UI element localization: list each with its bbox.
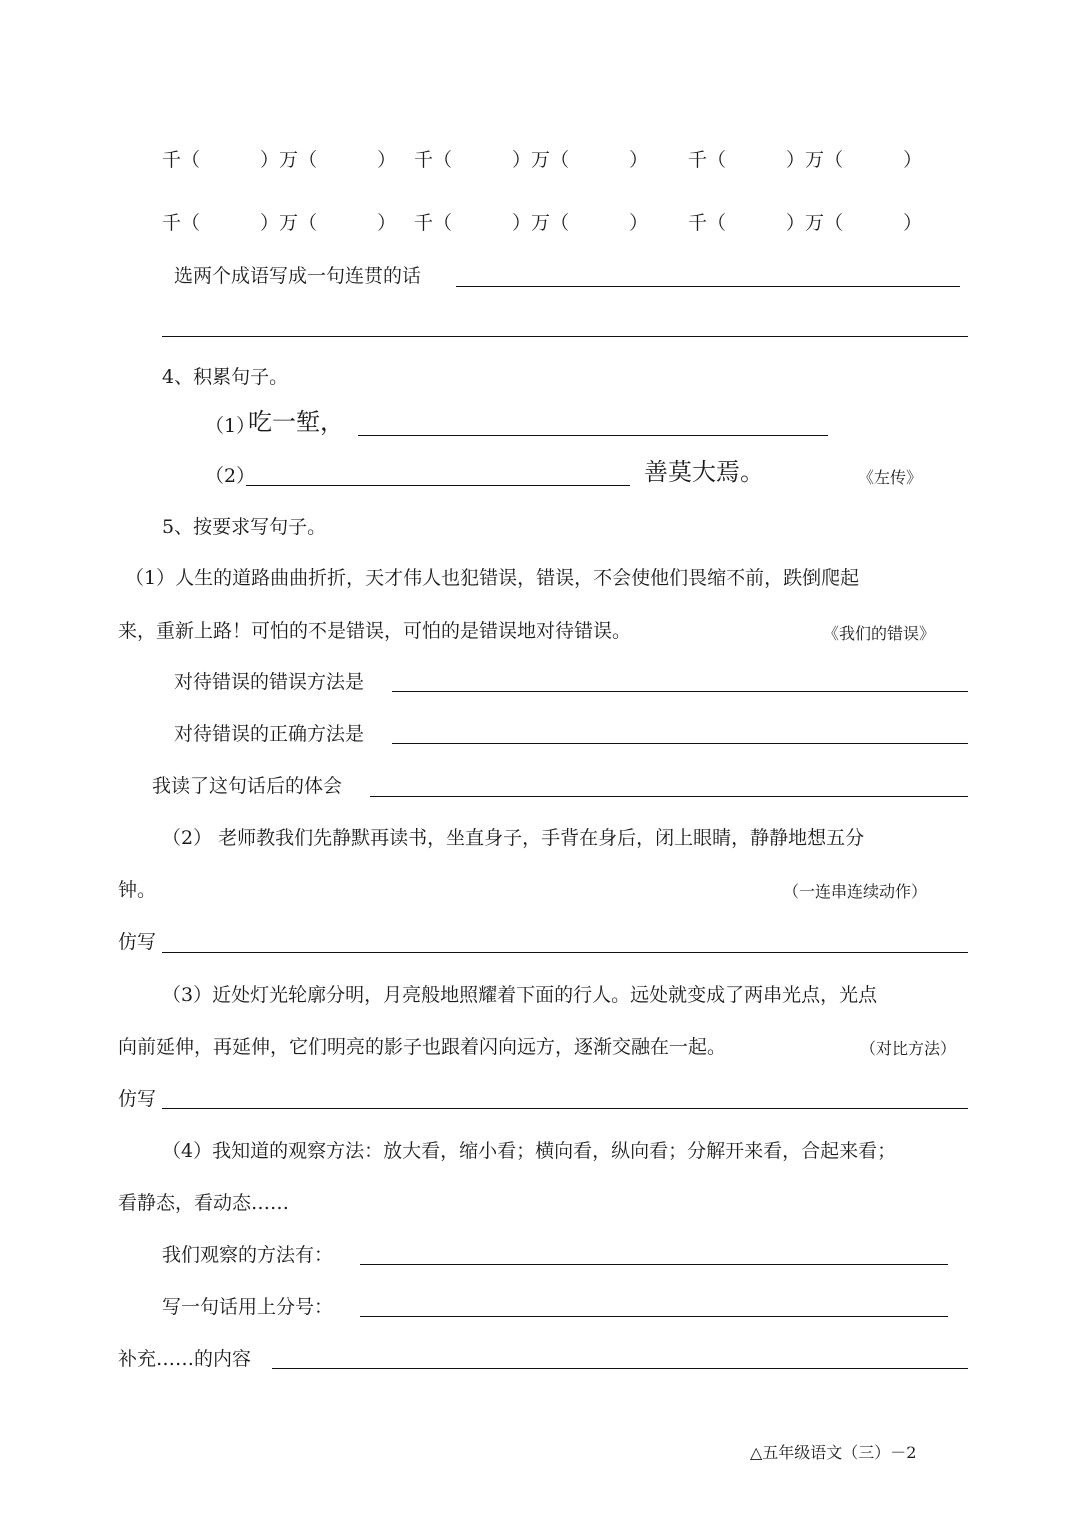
- idiom-sentence-line-2[interactable]: [162, 336, 968, 337]
- q5-s1-prompt-feeling: 我读了这句话后的体会: [152, 775, 343, 797]
- q5-s3-prompt: 仿写: [118, 1088, 157, 1110]
- q5-s4-blank-methods[interactable]: [360, 1264, 948, 1265]
- q5-title: 5、按要求写句子。: [162, 516, 327, 538]
- idiom-row-2: [162, 211, 396, 235]
- q5-s2-prompt: 仿写: [118, 931, 157, 953]
- q5-s2-blank[interactable]: [162, 952, 968, 953]
- q5-s3-line1: （3）近处灯光轮廓分明，月亮般地照耀着下面的行人。远处就变成了两串光点，光点: [162, 984, 878, 1006]
- q4-item2-blank[interactable]: [246, 485, 630, 486]
- idiom-blank-2-1[interactable]: 千（ ）万（ ）: [162, 212, 397, 234]
- idiom-sentence-prompt: 选两个成语写成一句连贯的话: [174, 265, 422, 287]
- q5-s4-line1: （4）我知道的观察方法：放大看，缩小看；横向看，纵向看；分解开来看，合起来看；: [162, 1140, 897, 1162]
- q5-s1-prompt-wrong: 对待错误的错误方法是: [174, 671, 365, 693]
- q5-s1-prompt-right: 对待错误的正确方法是: [174, 723, 365, 745]
- q5-s1-source: 《我们的错误》: [823, 624, 936, 643]
- q5-s2-line2: 钟。: [118, 879, 157, 901]
- q5-s1-line1: （1）人生的道路曲曲折折，天才伟人也犯错误，错误，不会使他们畏缩不前，跌倒爬起: [125, 567, 860, 589]
- q4-item2-num: （2）: [205, 465, 256, 487]
- idiom-row-1c: [688, 148, 922, 172]
- q5-s4-prompt-methods: 我们观察的方法有：: [162, 1244, 334, 1266]
- q4-item1-text: 吃一堑，: [248, 408, 344, 436]
- q5-s2-line1: （2） 老师教我们先静默再读书，坐直身子，手背在身后，闭上眼睛，静静地想五分: [162, 827, 865, 849]
- q5-s3-line2: 向前延伸，再延伸，它们明亮的影子也跟着闪向远方，逐渐交融在一起。: [118, 1036, 727, 1058]
- idiom-blank-2-2[interactable]: 千（ ）万（ ）: [414, 212, 649, 234]
- q4-item1-blank[interactable]: [358, 435, 828, 436]
- q5-s1-line2: 来，重新上路！可怕的不是错误，可怕的是错误地对待错误。: [118, 620, 632, 642]
- q5-s4-blank-ellipsis[interactable]: [272, 1368, 968, 1369]
- idiom-row-2b: [414, 211, 648, 235]
- q5-s4-prompt-semicolon: 写一句话用上分号：: [162, 1296, 334, 1318]
- q4-title: 4、积累句子。: [162, 366, 289, 388]
- q4-item2-source: 《左传》: [858, 468, 923, 487]
- q4-item1-num: （1）: [205, 415, 256, 437]
- idiom-row-1: [162, 148, 396, 172]
- q5-s1-blank-wrong[interactable]: [392, 691, 968, 692]
- q5-s3-note: （对比方法）: [860, 1039, 957, 1058]
- q5-s3-blank[interactable]: [162, 1108, 968, 1109]
- q5-s4-blank-semicolon[interactable]: [360, 1316, 948, 1317]
- q5-s4-line2: 看静态，看动态……: [118, 1192, 290, 1214]
- q5-s1-blank-feeling[interactable]: [370, 796, 968, 797]
- q5-s2-note: （一连串连续动作）: [783, 882, 928, 901]
- q4-item2-text: 善莫大焉。: [644, 458, 764, 486]
- idiom-blank-1-3[interactable]: 千（ ）万（ ）: [688, 149, 923, 171]
- page-footer-label: △五年级语文（三）－2: [750, 1443, 917, 1462]
- q5-s1-blank-right[interactable]: [392, 743, 968, 744]
- q5-s4-prompt-ellipsis: 补充……的内容: [118, 1348, 252, 1370]
- idiom-blank-1-2[interactable]: 千（ ）万（ ）: [414, 149, 649, 171]
- idiom-sentence-line-1[interactable]: [456, 286, 960, 287]
- idiom-blank-2-3[interactable]: 千（ ）万（ ）: [688, 212, 923, 234]
- idiom-row-2c: [688, 211, 922, 235]
- idiom-blank-1-1[interactable]: 千（ ）万（ ）: [162, 149, 397, 171]
- idiom-row-1b: [414, 148, 648, 172]
